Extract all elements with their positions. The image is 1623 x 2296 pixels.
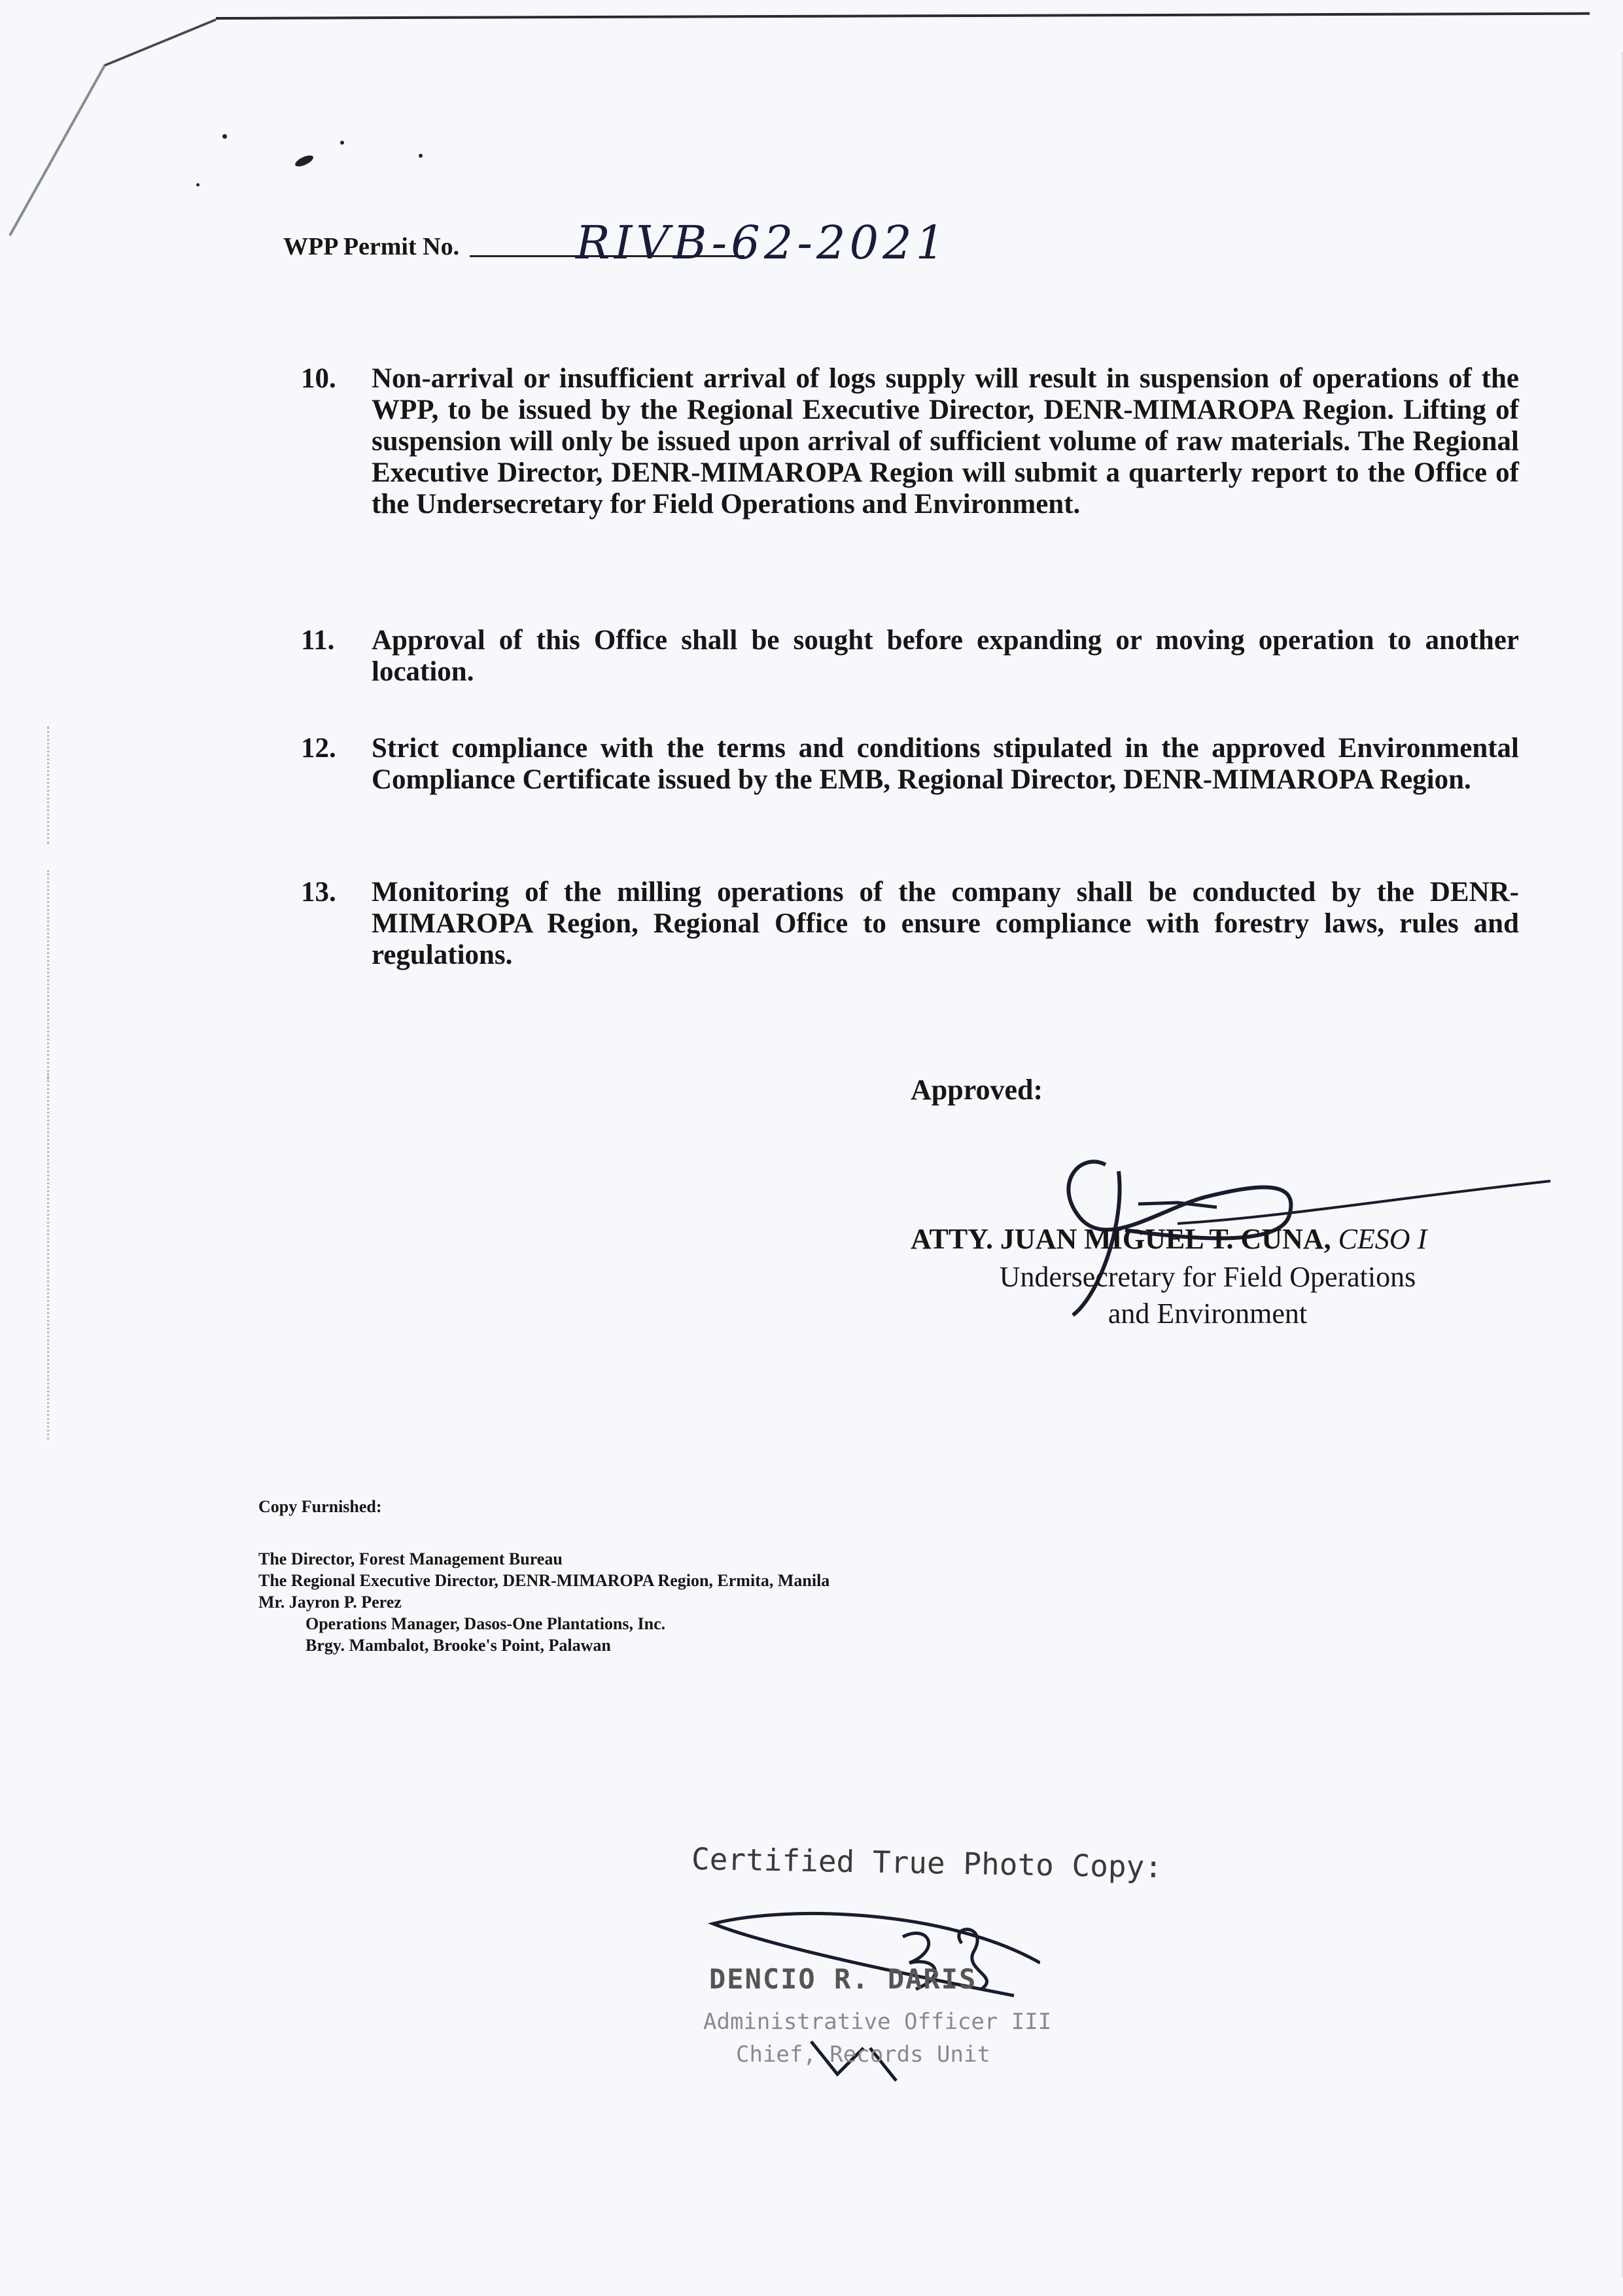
permit-number: RIVB-62-2021	[576, 216, 949, 270]
condition-item	[301, 877, 1519, 971]
signatory-title: Undersecretary for Field Operations and Environment	[999, 1261, 1416, 1330]
condition-text: Monitoring of the milling operations of the company shall be conducted by the DENR-MIMAROPA Region, Regional Office to ensure compliance with forestry laws, rules and regulations.	[372, 877, 1519, 970]
certifier-unit: Chief, Records Unit	[736, 2041, 990, 2068]
certifier-signature	[700, 1884, 1040, 2107]
condition-number: 12.	[301, 733, 336, 764]
condition-text: Strict compliance with the terms and conditions stipulated in the approved Environmental Compliance Certificate issued by the EMB, Regional Director, DENR-MIMAROPA Region.	[372, 733, 1519, 795]
condition-item	[301, 733, 1519, 796]
recipient-line: The Director, Forest Management Bureau	[258, 1549, 563, 1568]
condition-item	[301, 625, 1519, 688]
binding-perforation	[47, 726, 51, 844]
certifier-name: DENCIO R. DARIS	[709, 1963, 977, 1995]
certifier-position: Administrative Officer III	[703, 2009, 1052, 2035]
ink-speck	[222, 134, 227, 139]
condition-item	[301, 363, 1519, 520]
ink-speck	[196, 183, 200, 186]
copy-furnished-label: Copy Furnished:	[258, 1497, 382, 1516]
ink-speck	[419, 154, 423, 158]
page-top-edge	[216, 12, 1590, 20]
condition-number: 13.	[301, 877, 336, 908]
recipient-line: Operations Manager, Dasos-One Plantations, Inc.	[305, 1614, 666, 1633]
condition-number: 10.	[301, 363, 336, 394]
approved-label: Approved:	[911, 1074, 1043, 1106]
binding-perforation	[47, 1073, 51, 1439]
binding-perforation	[47, 870, 51, 1080]
ink-speck	[294, 153, 315, 169]
condition-text: Non-arrival or insufficient arrival of logs supply will result in suspension of operations of the WPP, to be issued by the Regional Executive Director, DENR-MIMAROPA Region. Lifting of suspension will only be issued upon arrival of sufficient volume of raw materials. The Regional Executive Director, DENR-MIMAROPA Region will submit a quarterly report to the Office of the Undersecretary for Field Operations and Environment.	[372, 363, 1519, 520]
ink-speck	[340, 141, 344, 145]
signatory-name: ATTY. JUAN MIGUEL T. CUNA, CESO I	[911, 1223, 1427, 1255]
condition-text: Approval of this Office shall be sought before expanding or moving operation to another location.	[372, 625, 1519, 687]
recipient-line: The Regional Executive Director, DENR-MIMAROPA Region, Ermita, Manila	[258, 1571, 830, 1590]
permit-label: WPP Permit No.	[283, 232, 744, 261]
certified-copy-stamp-label: Certified True Photo Copy:	[691, 1841, 1163, 1885]
condition-number: 11.	[301, 625, 335, 656]
recipient-line: Mr. Jayron P. Perez	[258, 1593, 402, 1612]
recipient-line: Brgy. Mambalot, Brooke's Point, Palawan	[305, 1636, 611, 1655]
folded-corner	[0, 0, 262, 262]
copy-furnished-list	[258, 1548, 829, 1656]
